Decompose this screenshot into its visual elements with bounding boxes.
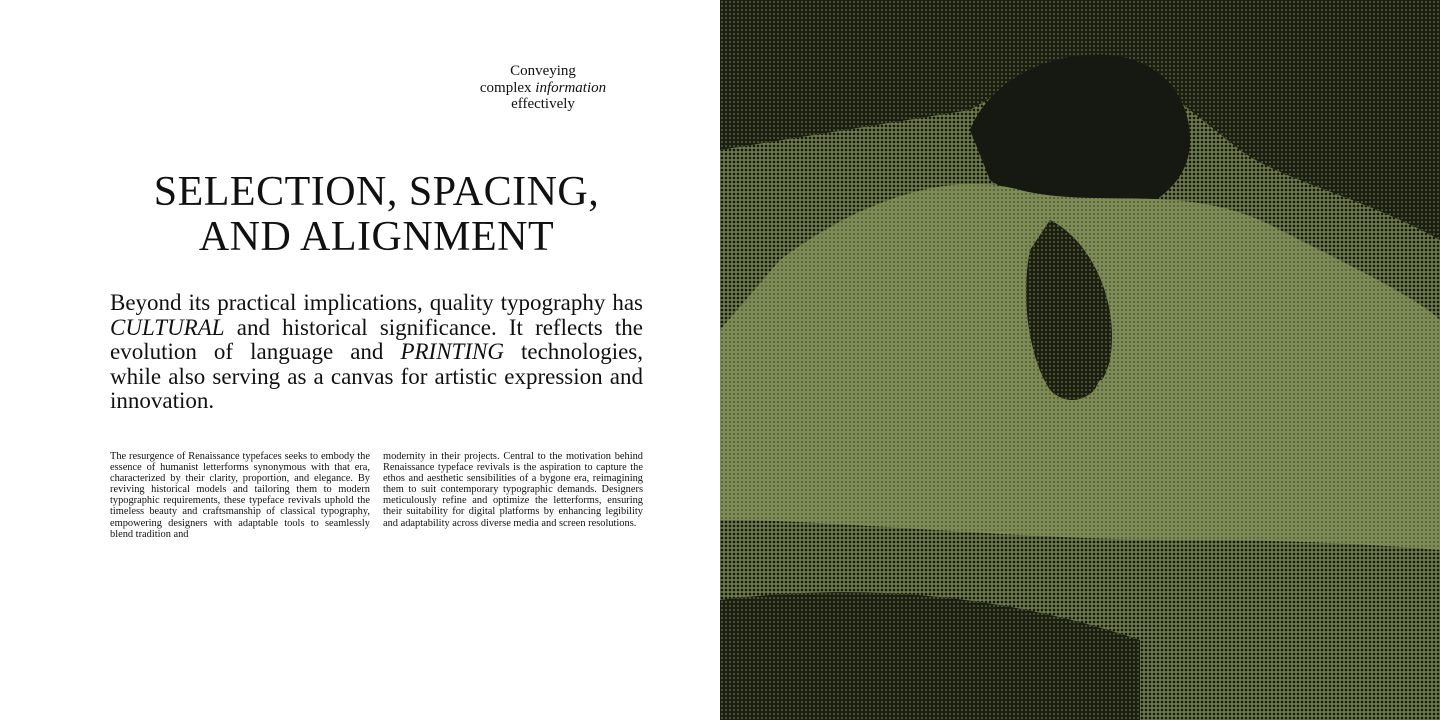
title-line-2: AND ALIGNMENT xyxy=(198,214,555,260)
halftone-photo xyxy=(720,0,1440,720)
body-column-1: The resurgence of Renaissance typefaces seeks to embody the essence of humanist letterforms synonymous with that era, characterized by their clarity, proportion, and elegance. By reviving historical models and tailoring them to modern typographic requirements, these typeface revivals uphold the timeless beauty and craftsmanship of classical typography, empowering designers with adaptable tools to seamlessly blend tradition and xyxy=(110,451,370,540)
lead-italic-printing: PRINTING xyxy=(400,339,504,364)
tagline-line-3: effectively xyxy=(511,96,575,112)
lead-part-3: technologies, while also serving as a canvas for artistic expression and innovation. xyxy=(110,339,643,413)
lead-italic-cultural: CULTURAL xyxy=(110,314,225,340)
halftone-photo-graphic xyxy=(720,0,1440,720)
lead-paragraph xyxy=(110,291,643,414)
tagline-line-2-text: complex xyxy=(479,79,536,96)
tagline-italic-word: information xyxy=(535,79,607,96)
lead-part-1: Beyond its practical implications, quality typography has xyxy=(110,290,643,315)
body-columns xyxy=(110,451,643,540)
page-title xyxy=(110,170,643,260)
tagline-line-2 xyxy=(443,80,643,97)
right-page xyxy=(720,0,1440,720)
lead-part-2: and historical significance. It reflects the evolution of language and xyxy=(110,314,643,364)
tagline-line-1: Conveying xyxy=(510,63,576,79)
body-column-2: modernity in their projects. Central to the motivation behind Renaissance typeface revivals is the aspiration to capture the ethos and aesthetic sensibilities of a bygone era, reimagining them to suit contemporary typographic demands. Designers meticulously refine and optimize the letterforms, ensuring their suitability for digital platforms by enhancing legibility and adaptability across diverse media and screen resolutions. xyxy=(383,451,643,529)
tagline xyxy=(443,63,643,113)
title-line-1: SELECTION, SPACING, xyxy=(153,169,600,215)
